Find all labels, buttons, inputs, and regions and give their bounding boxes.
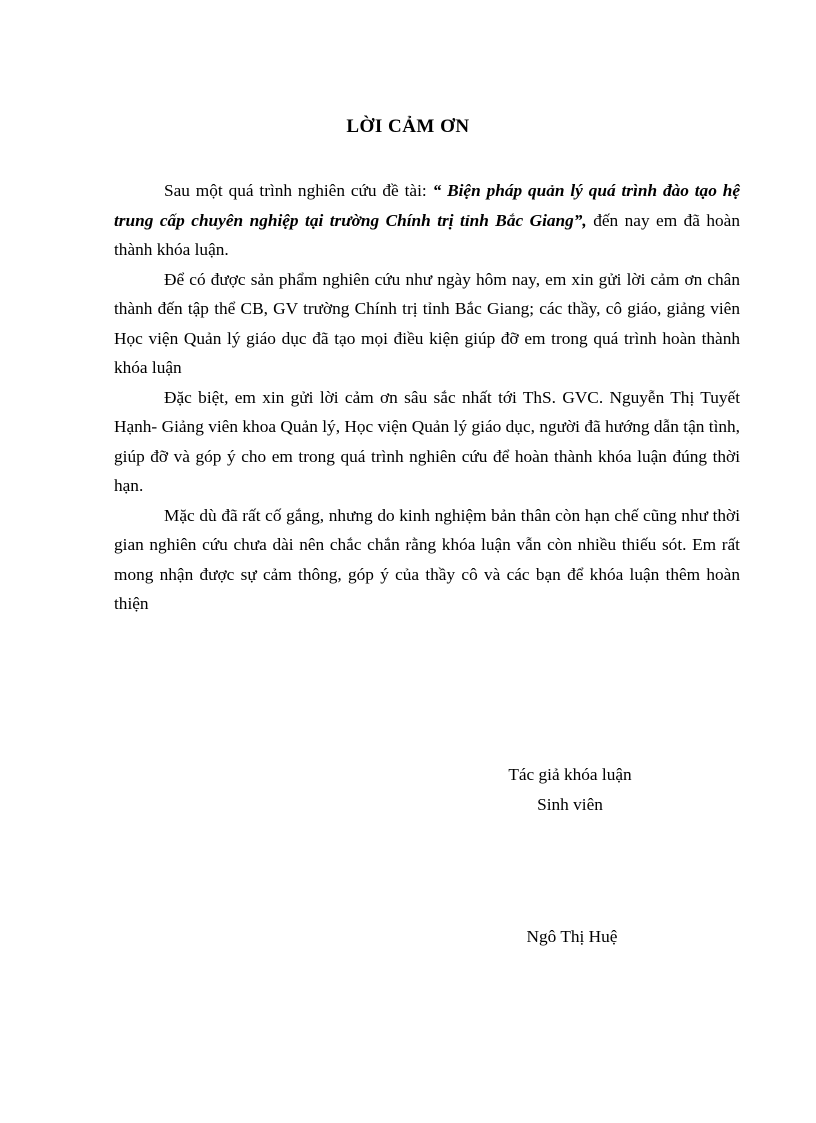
paragraph-intro [114, 176, 740, 265]
paragraph-intro-lead: Sau một quá trình nghiên cứu đề tài: [164, 181, 433, 200]
signature-name: Ngô Thị Huệ [526, 927, 618, 946]
document-body [114, 176, 740, 619]
thesis-topic: “ Biện pháp quản lý quá trình đào tạo hệ trung cấp chuyên nghiệp tại trường Chính trị tỉnh Bắc Giang”, [114, 181, 740, 230]
signature-role: Tác giả khóa luận [508, 765, 632, 784]
paragraph-thanks-institution: Để có được sản phẩm nghiên cứu như ngày hôm nay, em xin gửi lời cảm ơn chân thành đến tập thể CB, GV trường Chính trị tỉnh Bắc Giang; các thầy, cô giáo, giảng viên Học viện Quản lý giáo dục đã tạo mọi điều kiện giúp đỡ em trong quá trình hoàn thành khóa luận [114, 269, 740, 377]
signature-status: Sinh viên [537, 795, 603, 814]
paragraph-closing: Mặc dù đã rất cố gắng, nhưng do kinh nghiệm bản thân còn hạn chế cũng như thời gian nghiên cứu chưa dài nên chắc chắn rằng khóa luận vẫn còn nhiều thiếu sót. Em rất mong nhận được sự cảm thông, góp ý của thầy cô và các bạn để khóa luận thêm hoàn thiện [114, 505, 740, 613]
paragraph-intro-tail: đến nay em đã hoàn thành khóa luận. [114, 210, 740, 259]
paragraph-thanks-advisor: Đặc biệt, em xin gửi lời cảm ơn sâu sắc nhất tới ThS. GVC. Nguyễn Thị Tuyết Hạnh- Giảng viên khoa Quản lý, Học viện Quản lý giáo dục, người đã hướng dẫn tận tình, giúp đỡ và góp ý cho em trong quá trình nghiên cứu để hoàn thành khóa luận đúng thời hạn. [114, 387, 740, 495]
page-title: LỜI CẢM ƠN [346, 116, 470, 137]
